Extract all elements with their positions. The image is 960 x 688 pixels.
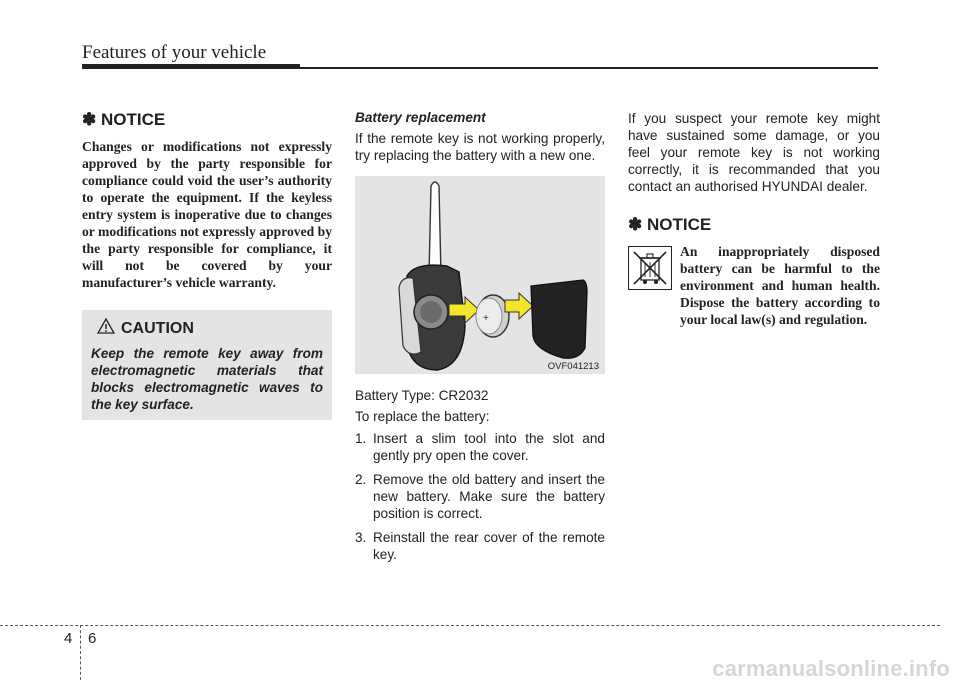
- notice-heading: ✽ NOTICE: [82, 110, 166, 129]
- notice-body: Changes or modifications not expressly approved by the party responsible for compliance could void the user’s authority to operate the equipment. If the keyless entry system is inoperative due to changes or modifications not expressly approved by the party responsible for compliance, it will not be covered by your manufacturer’s vehicle warranty.: [82, 139, 332, 290]
- middle-column: [355, 110, 605, 570]
- step-text: Insert a slim tool into the slot and gently pry open the cover.: [373, 431, 605, 463]
- disposal-text: An inappropriately disposed battery can be harmful to the environment and human health. Dispose the battery according to your local law(s) and regulation.: [680, 244, 880, 327]
- replace-intro: To replace the battery:: [355, 409, 490, 424]
- step-item: [355, 471, 605, 522]
- damage-text: If you suspect your remote key might have sustained some damage, or you feel your remote key is not working correctly, it is recommanded that you contact an authorised HYUNDAI dealer.: [628, 111, 880, 194]
- page-number: 6: [88, 630, 97, 647]
- battery-type: Battery Type: CR2032: [355, 388, 489, 403]
- header-rule-thin: [300, 67, 878, 69]
- left-column: [82, 110, 332, 291]
- step-item: [355, 430, 605, 464]
- step-item: [355, 529, 605, 563]
- section-number: 4: [64, 630, 73, 647]
- battery-heading: Battery replacement: [355, 110, 486, 125]
- disposal-notice: [628, 215, 880, 328]
- header-rule-thick: [82, 64, 300, 69]
- caution-title: CAUTION: [121, 319, 194, 337]
- step-number: 3.: [355, 530, 367, 545]
- header-title: Features of your vehicle: [82, 42, 267, 63]
- caution-text: Keep the remote key away from electromagnetic materials that blocks electromagnetic waves to the key surface.: [91, 346, 323, 412]
- step-text: Remove the old battery and insert the new battery. Make sure the battery position is correct.: [373, 472, 605, 521]
- right-column: [628, 110, 880, 328]
- crossed-bin-icon: [628, 246, 672, 328]
- watermark: carmanualsonline.info: [712, 656, 950, 681]
- battery-intro: If the remote key is not working properly, try replacing the battery with a new one.: [355, 131, 605, 163]
- remote-key-figure: [355, 176, 605, 374]
- footer-divider: [80, 625, 81, 680]
- warning-triangle-icon: [97, 318, 115, 339]
- figure-code: OVF041213: [547, 361, 599, 372]
- notice-heading: ✽ NOTICE: [628, 215, 712, 234]
- caution-header: [97, 318, 323, 339]
- replacement-steps: [355, 430, 605, 563]
- footer-rule: [0, 625, 940, 626]
- step-number: 2.: [355, 472, 367, 487]
- caution-box: [82, 310, 332, 420]
- svg-text:+: +: [483, 313, 489, 324]
- step-text: Reinstall the rear cover of the remote key.: [373, 530, 605, 562]
- remote-key-illustration: [355, 176, 605, 374]
- step-number: 1.: [355, 431, 367, 446]
- disposal-row: [628, 243, 880, 328]
